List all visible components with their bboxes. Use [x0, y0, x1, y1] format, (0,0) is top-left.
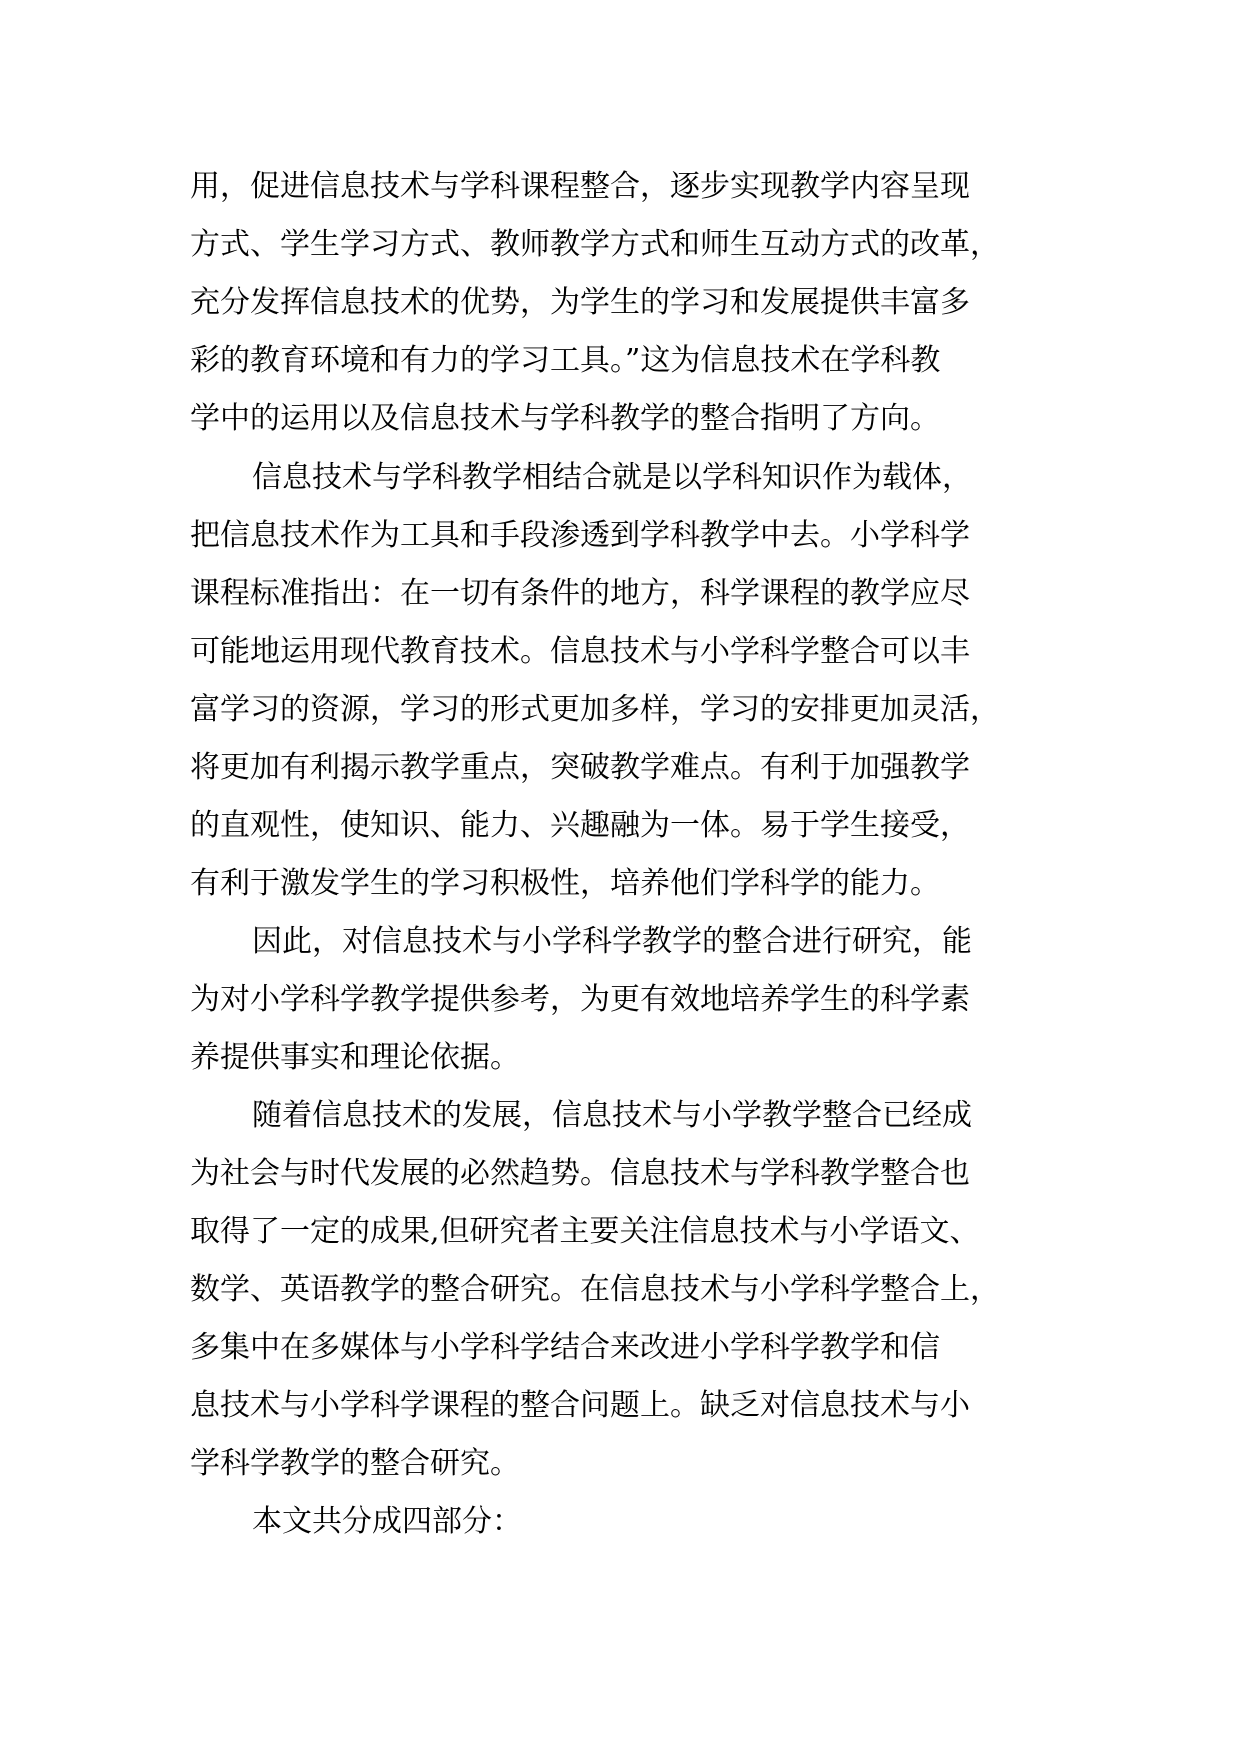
text-line: 用，促进信息技术与学科课程整合，逐步实现教学内容呈现: [190, 169, 970, 204]
text-line: 为社会与时代发展的必然趋势。信息技术与学科教学整合也: [190, 1156, 970, 1191]
text-line: 富学习的资源，学习的形式更加多样，学习的安排更加灵活，: [190, 692, 1000, 727]
text-line: 数学、英语教学的整合研究。在信息技术与小学科学整合上，: [190, 1272, 1000, 1307]
text-line: 学中的运用以及信息技术与学科教学的整合指明了方向。: [190, 401, 940, 436]
paragraph-start-line: 因此，对信息技术与小学科学教学的整合进行研究，能: [252, 924, 972, 959]
text-line: 多集中在多媒体与小学科学结合来改进小学科学教学和信: [190, 1330, 940, 1365]
text-line: 的直观性，使知识、能力、兴趣融为一体。易于学生接受，: [190, 808, 970, 843]
text-line: 息技术与小学科学课程的整合问题上。缺乏对信息技术与小: [190, 1388, 970, 1423]
text-line: 充分发挥信息技术的优势，为学生的学习和发展提供丰富多: [190, 285, 970, 320]
paragraph-start-line: 信息技术与学科教学相结合就是以学科知识作为载体，: [252, 460, 972, 495]
text-line: 养提供事实和理论依据。: [190, 1040, 520, 1075]
text-line: 将更加有利揭示教学重点，突破教学难点。有利于加强教学: [190, 750, 970, 785]
text-line: 把信息技术作为工具和手段渗透到学科教学中去。小学科学: [190, 518, 970, 553]
text-line: 为对小学科学教学提供参考，为更有效地培养学生的科学素: [190, 982, 970, 1017]
text-line: 取得了一定的成果,但研究者主要关注信息技术与小学语文、: [190, 1214, 980, 1249]
text-line: 方式、学生学习方式、教师教学方式和师生互动方式的改革，: [190, 227, 1000, 262]
paragraph-start-line: 本文共分成四部分：: [252, 1504, 522, 1539]
text-line: 可能地运用现代教育技术。信息技术与小学科学整合可以丰: [190, 634, 970, 669]
text-line: 有利于激发学生的学习积极性，培养他们学科学的能力。: [190, 866, 940, 901]
text-line: 彩的教育环境和有力的学习工具。”这为信息技术在学科教: [190, 343, 941, 378]
paragraph-start-line: 随着信息技术的发展，信息技术与小学教学整合已经成: [252, 1098, 972, 1133]
text-line: 课程标准指出：在一切有条件的地方，科学课程的教学应尽: [190, 576, 970, 611]
text-line: 学科学教学的整合研究。: [190, 1446, 520, 1481]
